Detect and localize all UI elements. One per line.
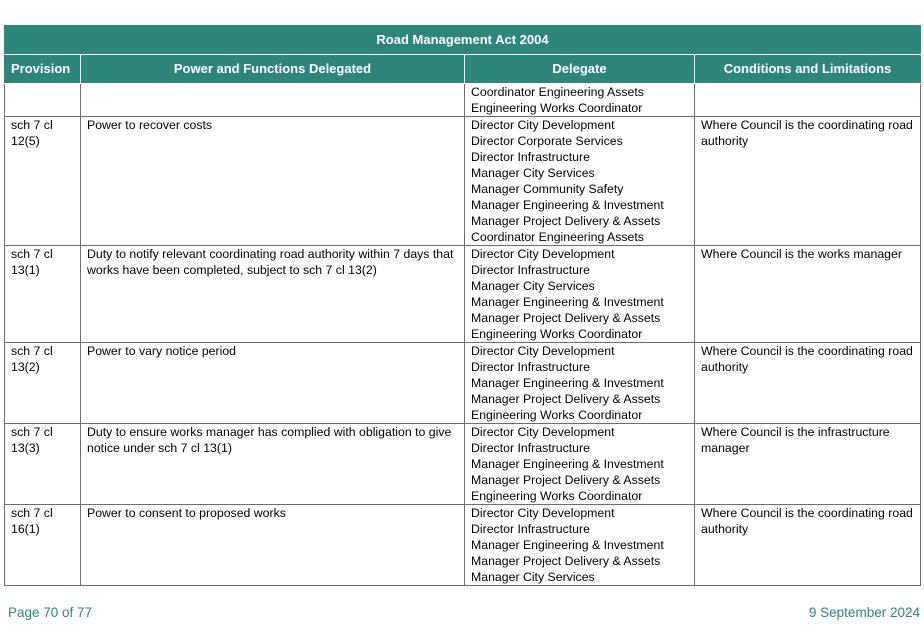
- delegate-item: Director City Development: [471, 247, 615, 261]
- delegate-cell: [465, 343, 695, 424]
- delegate-item: Engineering Works Coordinator: [471, 408, 643, 422]
- delegate-item: Manager Community Safety: [471, 182, 624, 196]
- power-cell: Duty to notify relevant coordinating road authority within 7 days that works have been completed, subject to sch 7 cl 13(2): [81, 246, 465, 343]
- provision-cell: sch 7 cl 13(2): [5, 343, 81, 424]
- delegate-item: Director Infrastructure: [471, 150, 590, 164]
- delegate-item: Director City Development: [471, 118, 615, 132]
- delegate-item: Coordinator Engineering Assets: [471, 230, 644, 244]
- table-title: Road Management Act 2004: [5, 26, 921, 55]
- delegate-item: Director City Development: [471, 506, 615, 520]
- table-row: [5, 343, 921, 424]
- delegate-item: Director Infrastructure: [471, 441, 590, 455]
- footer-date: 9 September 2024: [808, 605, 920, 620]
- delegate-cell: [465, 84, 695, 117]
- delegate-item: Manager Engineering & Investment: [471, 457, 664, 471]
- header-power: Power and Functions Delegated: [81, 55, 465, 84]
- delegate-item: Engineering Works Coordinator: [471, 101, 643, 115]
- delegate-cell: [465, 505, 695, 586]
- conditions-cell: Where Council is the coordinating road authority: [695, 505, 921, 586]
- conditions-cell: Where Council is the coordinating road authority: [695, 343, 921, 424]
- delegate-cell: [465, 424, 695, 505]
- delegate-item: Manager Project Delivery & Assets: [471, 214, 661, 228]
- table-row: [5, 84, 921, 117]
- delegate-cell: [465, 117, 695, 246]
- delegate-item: Manager Engineering & Investment: [471, 376, 664, 390]
- provision-cell: [5, 84, 81, 117]
- delegate-item: Director Corporate Services: [471, 134, 623, 148]
- delegate-cell: [465, 246, 695, 343]
- header-conditions: Conditions and Limitations: [695, 55, 921, 84]
- provision-cell: sch 7 cl 12(5): [5, 117, 81, 246]
- delegate-item: Director City Development: [471, 425, 615, 439]
- delegate-item: Manager Project Delivery & Assets: [471, 554, 661, 568]
- provision-cell: sch 7 cl 13(1): [5, 246, 81, 343]
- delegate-item: Manager Project Delivery & Assets: [471, 311, 661, 325]
- provision-cell: sch 7 cl 13(3): [5, 424, 81, 505]
- delegate-item: Manager City Services: [471, 570, 595, 584]
- provision-cell: sch 7 cl 16(1): [5, 505, 81, 586]
- power-cell: Power to recover costs: [81, 117, 465, 246]
- conditions-cell: Where Council is the infrastructure manager: [695, 424, 921, 505]
- delegate-item: Director City Development: [471, 344, 615, 358]
- table-body: [5, 84, 921, 586]
- power-cell: [81, 84, 465, 117]
- delegate-item: Coordinator Engineering Assets: [471, 85, 644, 99]
- page-number: Page 70 of 77: [8, 605, 93, 620]
- delegation-table: [4, 25, 921, 586]
- delegate-item: Manager Project Delivery & Assets: [471, 392, 661, 406]
- table-row: [5, 117, 921, 246]
- delegate-item: Manager Engineering & Investment: [471, 198, 664, 212]
- power-cell: Power to vary notice period: [81, 343, 465, 424]
- delegate-item: Director Infrastructure: [471, 360, 590, 374]
- delegate-item: Manager Project Delivery & Assets: [471, 473, 661, 487]
- conditions-cell: Where Council is the works manager: [695, 246, 921, 343]
- delegate-item: Manager City Services: [471, 166, 595, 180]
- conditions-cell: Where Council is the coordinating road authority: [695, 117, 921, 246]
- header-provision: Provision: [5, 55, 81, 84]
- table-row: [5, 246, 921, 343]
- conditions-cell: [695, 84, 921, 117]
- table-row: [5, 505, 921, 586]
- delegate-item: Director Infrastructure: [471, 263, 590, 277]
- power-cell: Duty to ensure works manager has complied with obligation to give notice under sch 7 cl 13(1): [81, 424, 465, 505]
- delegate-item: Manager Engineering & Investment: [471, 538, 664, 552]
- table-row: [5, 424, 921, 505]
- delegate-item: Engineering Works Coordinator: [471, 489, 643, 503]
- delegate-item: Manager Engineering & Investment: [471, 295, 664, 309]
- delegate-item: Engineering Works Coordinator: [471, 327, 643, 341]
- delegate-item: Director Infrastructure: [471, 522, 590, 536]
- header-delegate: Delegate: [465, 55, 695, 84]
- power-cell: Power to consent to proposed works: [81, 505, 465, 586]
- delegate-item: Manager City Services: [471, 279, 595, 293]
